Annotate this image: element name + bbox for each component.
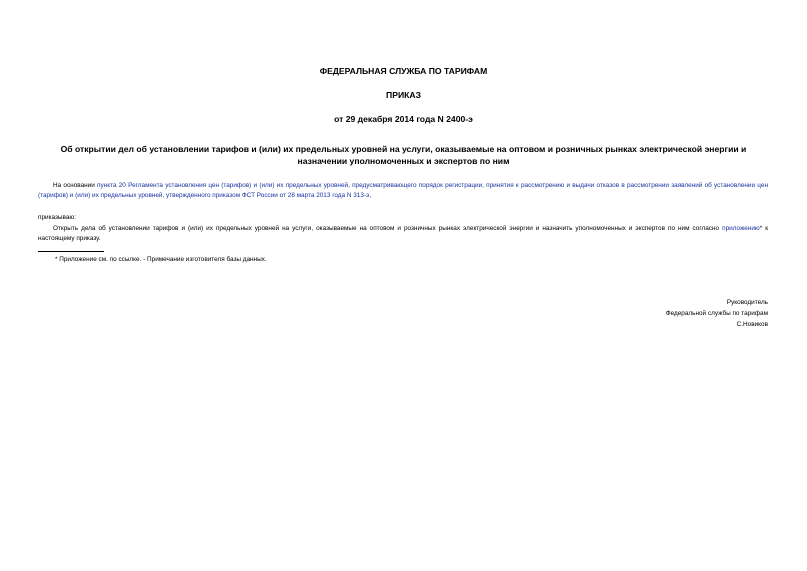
- document-date: от 29 декабря 2014 года N 2400-э: [334, 114, 473, 124]
- footnote-mark: *: [759, 225, 763, 232]
- paragraph-open-cases: [38, 224, 768, 244]
- footnote: * Приложение см. по ссылке. - Примечание изготовителя базы данных.: [55, 256, 267, 263]
- agency-name: ФЕДЕРАЛЬНАЯ СЛУЖБА ПО ТАРИФАМ: [319, 66, 488, 76]
- regulation-link[interactable]: пункта 20 Регламента установления цен (тарифов) и (или) их предельных уровней, предусматривающего порядок регистрации, принятия к рассмотрению и выдачи отказов в рассмотрении заявлений об установлении цен (тарифов) и (или) их предельных уровней, утвержденного приказом ФСТ России от 28 марта 2013 года N 313-э: [38, 182, 768, 199]
- open-cases-suffix: к настоящему приказу.: [38, 225, 769, 242]
- document-title: Об открытии дел об установлении тарифов и (или) их предельных уровней на услуги, оказываемые на оптовом и розничных рынках электрической энергии и назначении уполномоченных и экспертов по ним: [60, 144, 747, 166]
- paragraph-basis: [38, 181, 768, 201]
- open-cases-text: Открыть дела об установлении тарифов и (или) их предельных уровней на услуги, оказываемые на оптовом и розничных рынках электрической энергии и назначить уполномоченных и экспертов по ним согласно: [53, 225, 723, 232]
- signature-organization: Федеральной службы по тарифам: [665, 310, 768, 317]
- footnote-divider: [38, 251, 104, 252]
- basis-prefix: На основании: [53, 182, 98, 189]
- document-type: ПРИКАЗ: [386, 90, 421, 100]
- signature-position: Руководитель: [726, 299, 768, 306]
- paragraph-order: приказываю:: [38, 214, 76, 221]
- signature-block: [666, 297, 768, 330]
- appendix-link[interactable]: приложению: [722, 225, 760, 232]
- basis-suffix: ,: [369, 192, 372, 199]
- signature-name: С.Новиков: [736, 321, 768, 328]
